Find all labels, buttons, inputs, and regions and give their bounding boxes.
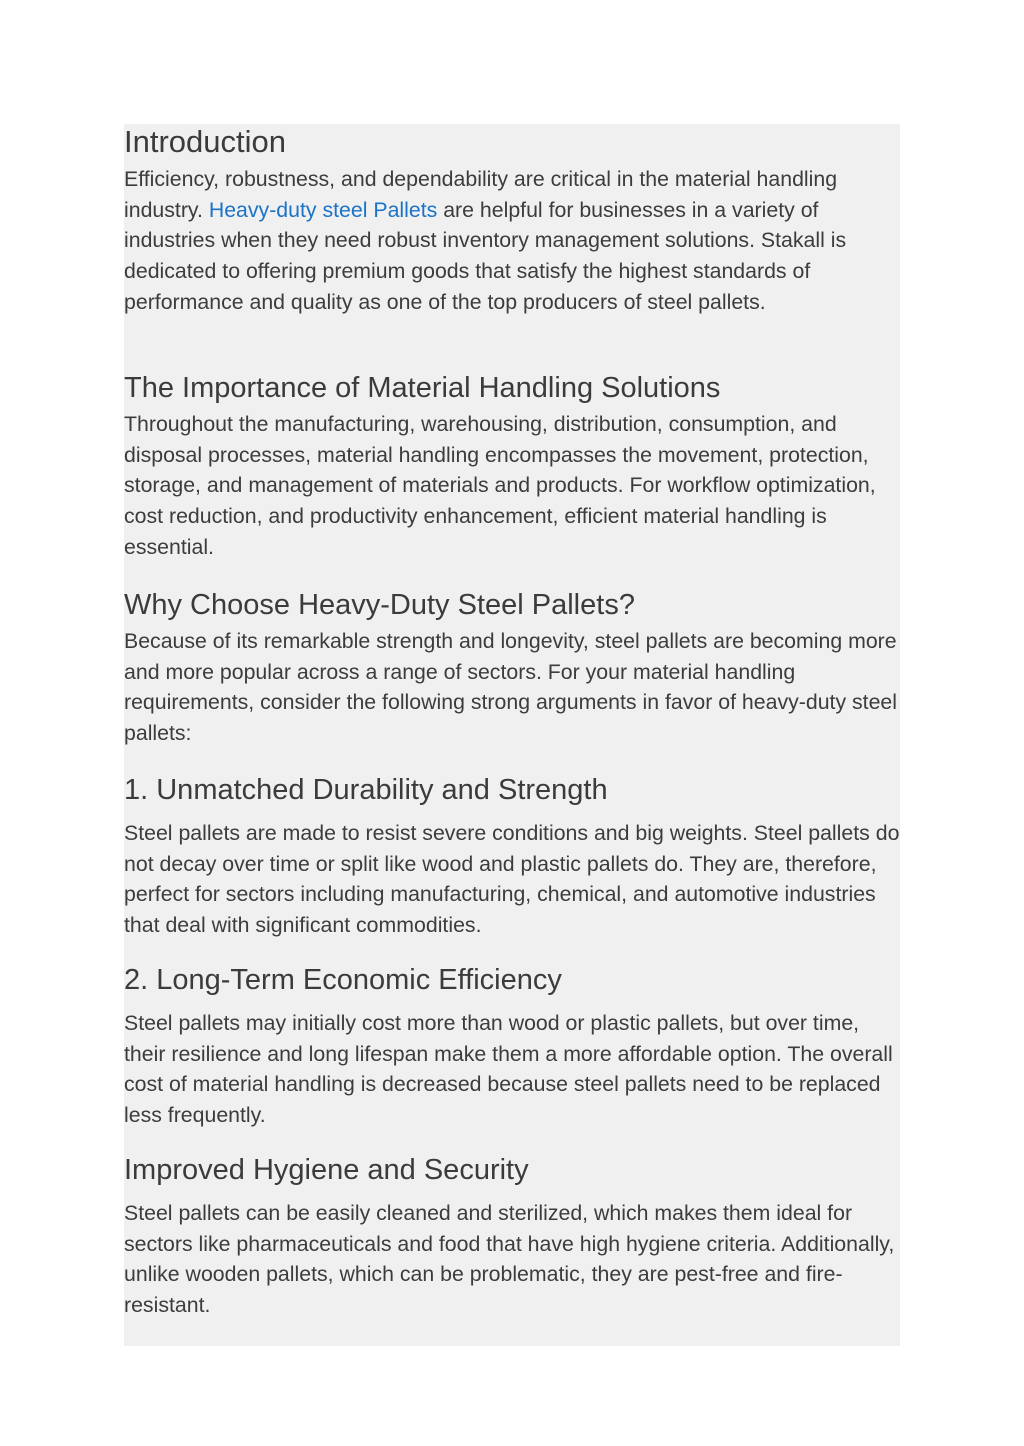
- importance-heading: The Importance of Material Handling Solutions: [124, 372, 721, 404]
- importance-paragraph: Throughout the manufacturing, warehousing, distribution, consumption, and disposal processes, material handling encompasses the movement, protection, storage, and management of materials and products. For workflow optimization, cost reduction, and productivity enhancement, efficient material handling is essential.: [124, 412, 876, 559]
- section-economic-efficiency: [124, 963, 904, 1131]
- introduction-text-before-link: Efficiency, robustness, and dependability are critical in the material handling industry.: [124, 167, 838, 222]
- introduction-paragraph: [124, 164, 904, 318]
- durability-heading: 1. Unmatched Durability and Strength: [124, 774, 608, 806]
- economic-efficiency-paragraph: Steel pallets may initially cost more than wood or plastic pallets, but over time, their resilience and long lifespan make them a more affordable option. The overall cost of material handling is decreased because steel pallets need to be replaced less frequently.: [124, 1011, 893, 1128]
- section-hygiene-security: [124, 1153, 904, 1321]
- section-importance: [124, 371, 904, 563]
- hygiene-security-paragraph: Steel pallets can be easily cleaned and sterilized, which makes them ideal for sectors like pharmaceuticals and food that have high hygiene criteria. Additionally, unlike wooden pallets, which can be problematic, they are pest-free and fire-resistant.: [124, 1201, 895, 1318]
- durability-paragraph: Steel pallets are made to resist severe conditions and big weights. Steel pallets do not decay over time or split like wood and plastic pallets do. They are, therefore, perfect for sectors including manufacturing, chemical, and automotive industries that deal with significant commodities.: [124, 821, 900, 938]
- introduction-heading: Introduction: [124, 124, 286, 159]
- why-choose-paragraph: Because of its remarkable strength and longevity, steel pallets are becoming more and more popular across a range of sectors. For your material handling requirements, consider the following strong arguments in favor of heavy-duty steel pallets:: [124, 629, 898, 746]
- introduction-text-after-link: are helpful for businesses in a variety of industries when they need robust inventory management solutions. Stakall is dedicated to offering premium goods that satisfy the highest standards of performance and quality as one of the top producers of steel pallets.: [124, 197, 847, 314]
- section-introduction: [124, 124, 904, 318]
- why-choose-heading: Why Choose Heavy-Duty Steel Pallets?: [124, 589, 635, 621]
- hygiene-security-heading: Improved Hygiene and Security: [124, 1154, 529, 1186]
- section-durability: [124, 773, 904, 941]
- heavy-duty-steel-pallets-link[interactable]: Heavy-duty steel Pallets: [208, 197, 438, 222]
- economic-efficiency-heading: 2. Long-Term Economic Efficiency: [124, 964, 562, 996]
- section-why-choose: [124, 588, 904, 749]
